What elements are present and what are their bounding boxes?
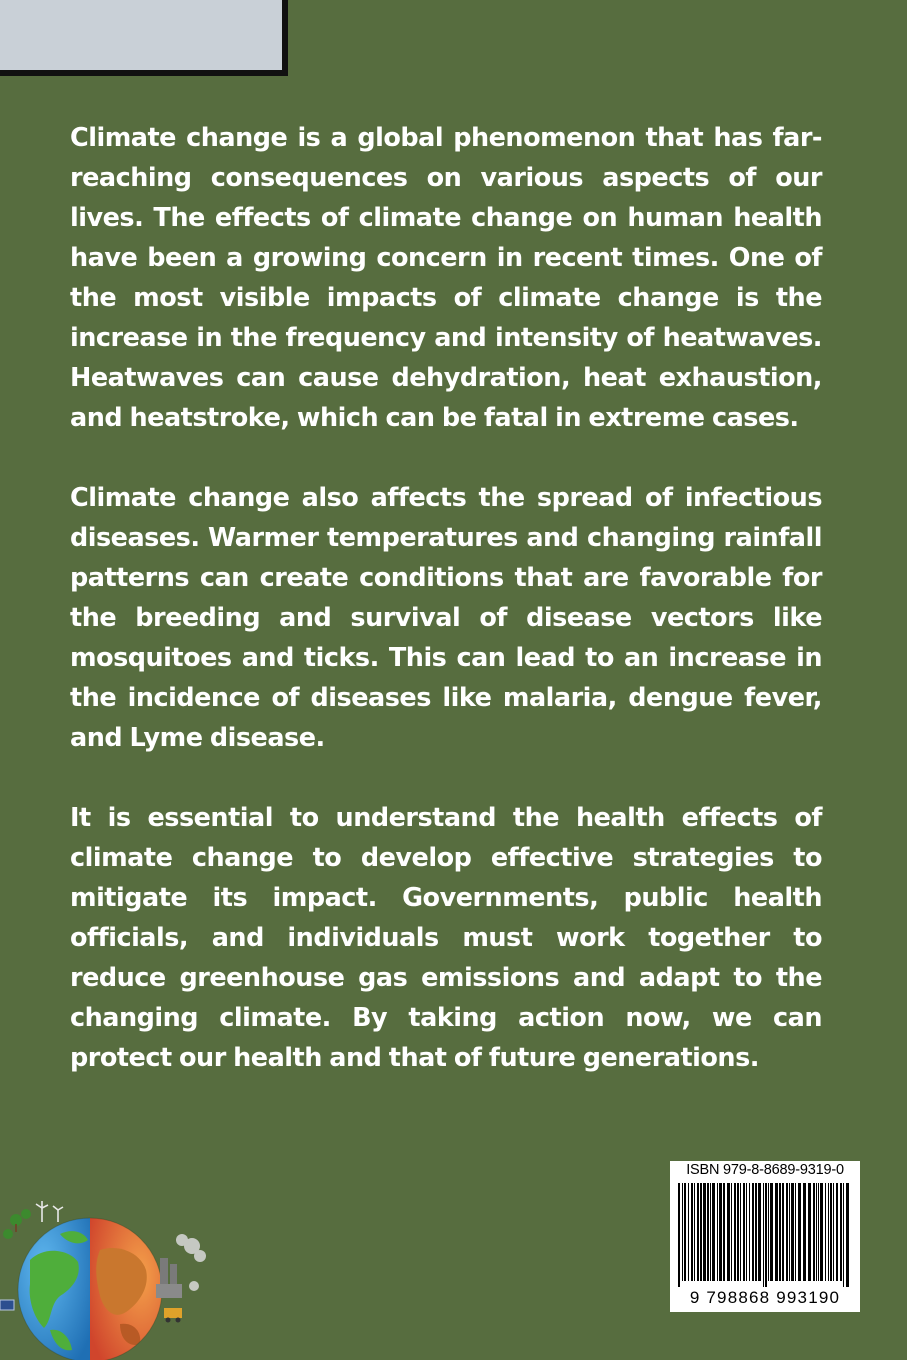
barcode-bar <box>782 1183 784 1281</box>
barcode-bar <box>775 1183 778 1281</box>
truck <box>164 1308 182 1323</box>
barcode-bar <box>816 1183 817 1281</box>
barcode-bar <box>727 1183 730 1281</box>
barcode-digits: 9 798868 993190 <box>689 1288 841 1307</box>
barcode-bar <box>700 1183 702 1281</box>
barcode-bar <box>740 1183 741 1281</box>
barcode-bar <box>678 1183 680 1287</box>
barcode-bar <box>813 1183 815 1281</box>
barcode-bar <box>820 1183 823 1281</box>
barcode-bar <box>763 1183 764 1287</box>
barcode-bar <box>843 1183 844 1287</box>
barcode-bar <box>830 1183 832 1281</box>
barcode-bar <box>828 1183 829 1281</box>
isbn-barcode-box <box>670 1161 860 1312</box>
smoke-puffs <box>176 1234 206 1291</box>
barcode-bar <box>703 1183 706 1281</box>
barcode-bar <box>779 1183 781 1281</box>
blurb-paragraph-2: Climate change also affects the spread of infectious diseases. Warmer temperatures and changing rainfall patterns can create conditions that are favorable for the breeding and survival of disease vectors like mosquitoes and ticks. This can lead to an increase in the incidence of diseases like malaria, dengue fever, and Lyme disease. <box>70 483 822 753</box>
barcode-bar <box>694 1183 695 1281</box>
wind-turbines <box>36 1201 63 1222</box>
barcode-bar <box>688 1183 689 1281</box>
barcode-bar <box>746 1183 747 1281</box>
barcode-bar <box>707 1183 709 1281</box>
barcode-bar <box>755 1183 757 1281</box>
back-cover-blurb <box>70 118 822 1118</box>
barcode-bar <box>789 1183 790 1281</box>
barcode-bar <box>752 1183 754 1281</box>
barcode-bar <box>770 1183 773 1281</box>
barcode-bar <box>818 1183 819 1281</box>
blurb-paragraph-3: It is essential to understand the health effects of climate change to develop effective strategies to mitigate its impact. Governments, public health officials, and individuals must work together to reduce greenhouse gas emissions and adapt to the changing climate. By taking action now, we can protect our health and that of future generations. <box>70 803 822 1073</box>
cover-corner-block <box>0 0 288 76</box>
barcode-bar <box>737 1183 739 1281</box>
barcode-bar <box>808 1183 811 1281</box>
barcode-bar <box>731 1183 732 1281</box>
barcode-bar <box>840 1183 842 1281</box>
barcode-bar <box>684 1183 686 1281</box>
barcode-bar <box>710 1183 711 1281</box>
trees <box>3 1209 31 1239</box>
barcode-bar <box>723 1183 725 1281</box>
solar-panel <box>0 1300 14 1310</box>
barcode-bar <box>749 1183 750 1281</box>
barcode-bar <box>846 1183 849 1287</box>
barcode-bar <box>758 1183 761 1281</box>
barcode-bar <box>682 1183 683 1281</box>
isbn-label: ISBN 979-8-8689-9319-0 <box>686 1162 844 1178</box>
barcode-bar <box>836 1183 838 1281</box>
barcode-bar <box>795 1183 796 1281</box>
barcode-bar <box>697 1183 699 1281</box>
blurb-paragraph-1: Climate change is a global phenomenon that has far-reaching consequences on various aspects of our lives. The effects of climate change on human health have been a growing concern in recent times. One of the most visible impacts of climate change is the increase in the frequency and intensity of heatwaves. Heatwaves can cause dehydration, heat exhaustion, and heatstroke, which can be fatal in extreme cases. <box>70 123 822 433</box>
barcode-bar <box>734 1183 736 1281</box>
barcode-bar <box>825 1183 826 1281</box>
barcode-bars <box>678 1183 852 1287</box>
barcode-bar <box>717 1183 718 1281</box>
barcode-bar <box>765 1183 767 1287</box>
barcode-bar <box>712 1183 715 1281</box>
barcode-bar <box>768 1183 769 1281</box>
barcode-bar <box>719 1183 722 1281</box>
barcode-bar <box>798 1183 801 1281</box>
barcode-bar <box>786 1183 788 1281</box>
barcode-bar <box>791 1183 794 1281</box>
barcode-bar <box>833 1183 834 1281</box>
barcode-bar <box>743 1183 745 1281</box>
barcode-bar <box>803 1183 806 1281</box>
barcode-bar <box>691 1183 693 1281</box>
earth-globe-illustration <box>0 1200 210 1360</box>
